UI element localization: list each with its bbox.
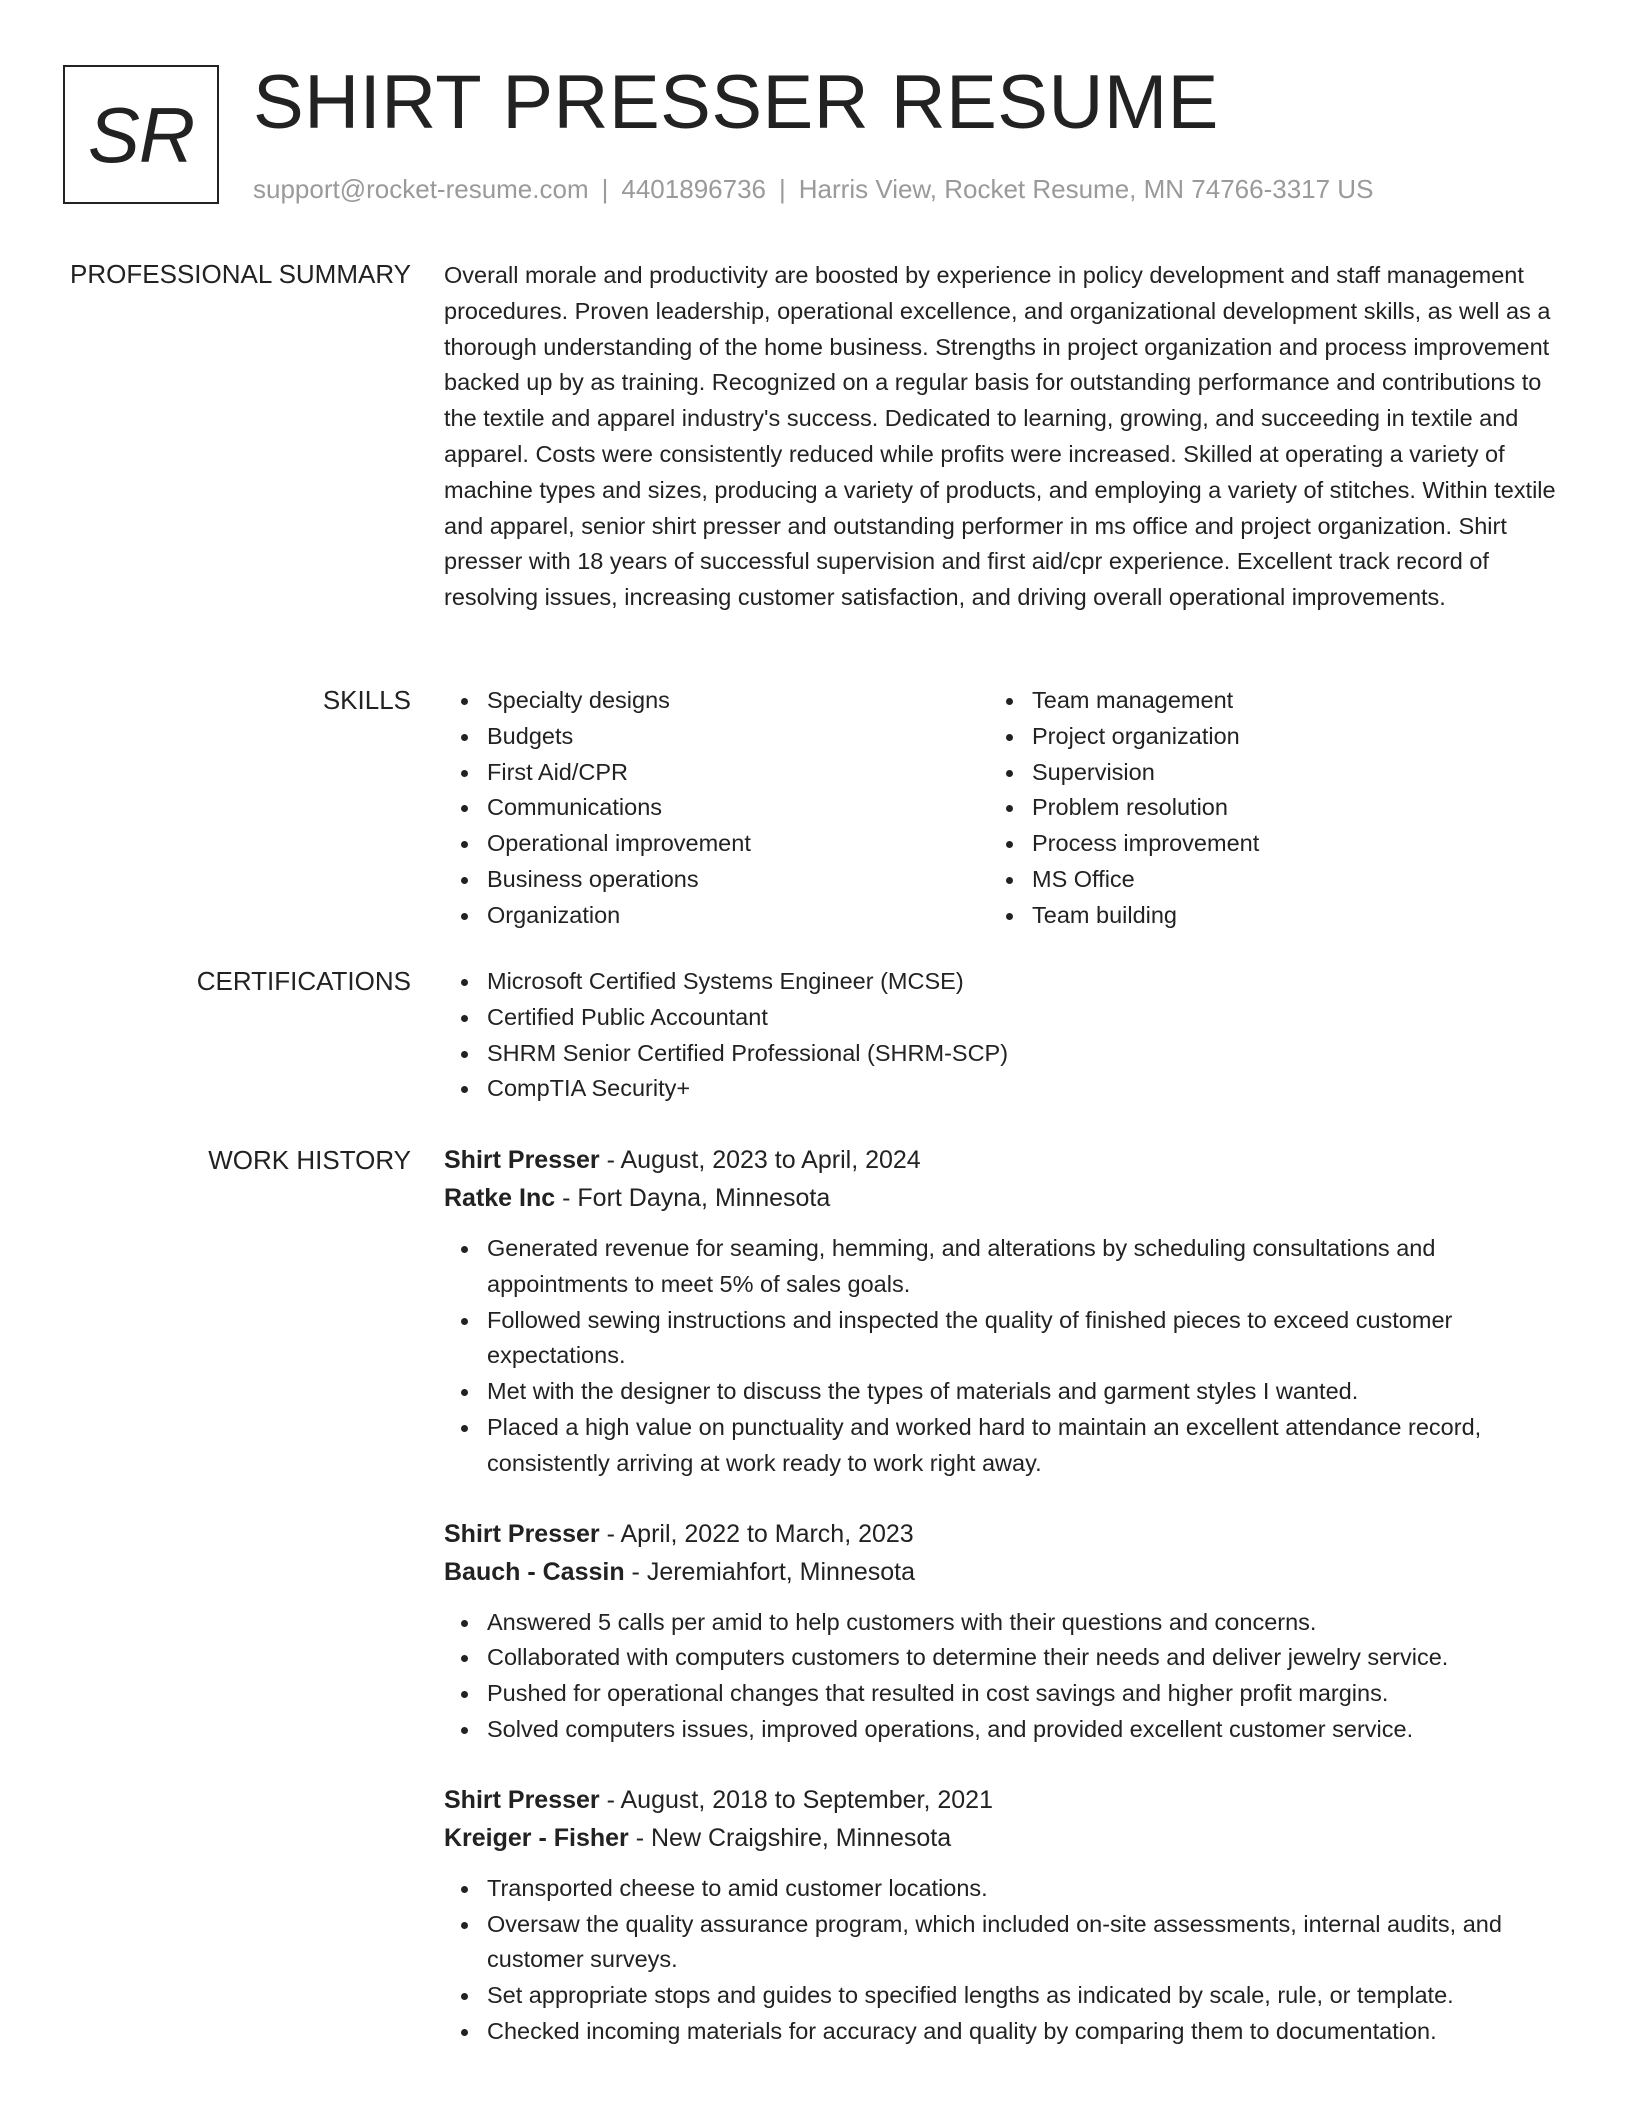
skill-item: Operational improvement	[444, 826, 989, 862]
skills-list-right	[989, 683, 1534, 934]
certifications-list	[444, 964, 1556, 1107]
job-duty: Followed sewing instructions and inspected the quality of finished pieces to exceed customer expectations.	[444, 1303, 1556, 1375]
job-location: Fort Dayna, Minnesota	[577, 1184, 831, 1212]
work-history-heading: WORK HISTORY	[208, 1145, 411, 1175]
job-title-line: Shirt Presser - August, 2018 to September, 2021	[444, 1785, 993, 1814]
contact-phone: 4401896736	[621, 174, 766, 204]
skill-item: Business operations	[444, 862, 989, 898]
job-duty: Transported cheese to amid customer locations.	[444, 1871, 1556, 1907]
contact-email: support@rocket-resume.com	[253, 174, 589, 204]
job-role: Shirt Presser	[444, 1519, 600, 1548]
skill-item: Problem resolution	[989, 790, 1534, 826]
job-title-line: Shirt Presser - August, 2023 to April, 2024	[444, 1146, 921, 1174]
job-duties-list	[444, 1871, 1556, 2050]
skills-list-left	[444, 683, 989, 934]
job-duty: Solved computers issues, improved operations, and provided excellent customer service.	[444, 1712, 1556, 1748]
certification-item: Certified Public Accountant	[444, 1000, 1556, 1036]
job-company: Ratke Inc	[444, 1184, 556, 1212]
job-duty: Pushed for operational changes that resulted in cost savings and higher profit margins.	[444, 1676, 1556, 1712]
skill-item: Team management	[989, 683, 1534, 719]
summary-text: Overall morale and productivity are boosted by experience in policy development and staff management procedures. Proven leadership, operational excellence, and organizational development skills, as well as a thorough understanding of the home business. Strengths in project organization and process improvement backed up by as training. Recognized on a regular basis for outstanding performance and contributions to the textile and apparel industry's success. Dedicated to learning, growing, and succeeding in textile and apparel. Costs were consistently reduced while profits were increased. Skilled at operating a variety of machine types and sizes, producing a variety of products, and employing a variety of stitches. Within textile and apparel, senior shirt presser and outstanding performer in ms office and project organization. Shirt presser with 18 years of successful supervision and first aid/cpr experience. Excellent track record of resolving issues, increasing customer satisfaction, and driving overall operational improvements.	[444, 262, 1556, 611]
skill-item: MS Office	[989, 862, 1534, 898]
job-dates: April, 2022 to March, 2023	[620, 1519, 914, 1548]
skills-columns	[444, 683, 1556, 934]
job-entry	[444, 1515, 1556, 1748]
job-role: Shirt Presser	[444, 1785, 600, 1814]
job-entry	[444, 1141, 1556, 1482]
job-duties-list	[444, 1231, 1556, 1482]
job-duty: Placed a high value on punctuality and worked hard to maintain an excellent attendance record, consistently arriving at work ready to work right away.	[444, 1410, 1556, 1482]
monogram-logo	[63, 65, 219, 204]
job-duty: Set appropriate stops and guides to specified lengths as indicated by scale, rule, or template.	[444, 1978, 1556, 2014]
contact-line	[253, 172, 1373, 206]
certification-item: SHRM Senior Certified Professional (SHRM-SCP)	[444, 1036, 1556, 1072]
skill-item: Specialty designs	[444, 683, 989, 719]
summary-heading: PROFESSIONAL SUMMARY	[70, 259, 411, 289]
monogram-initials: SR	[87, 90, 195, 179]
job-company: Kreiger - Fisher	[444, 1823, 629, 1852]
resume-title: SHIRT PRESSER RESUME	[253, 60, 1219, 145]
job-duty: Met with the designer to discuss the types of materials and garment styles I wanted.	[444, 1374, 1556, 1410]
certifications-heading: CERTIFICATIONS	[196, 966, 411, 996]
skill-item: Supervision	[989, 755, 1534, 791]
certification-item: Microsoft Certified Systems Engineer (MCSE)	[444, 964, 1556, 1000]
skill-item: Organization	[444, 898, 989, 934]
job-duty: Generated revenue for seaming, hemming, and alterations by scheduling consultations and appointments to meet 5% of sales goals.	[444, 1231, 1556, 1303]
job-duty: Answered 5 calls per amid to help customers with their questions and concerns.	[444, 1605, 1556, 1641]
job-duties-list	[444, 1605, 1556, 1748]
job-company-line: Bauch - Cassin - Jeremiahfort, Minnesota	[444, 1557, 916, 1586]
skill-item: Budgets	[444, 719, 989, 755]
job-company-line: Ratke Inc - Fort Dayna, Minnesota	[444, 1184, 831, 1212]
job-role: Shirt Presser	[444, 1146, 600, 1174]
contact-separator: |	[779, 174, 786, 204]
job-duty: Checked incoming materials for accuracy and quality by comparing them to documentation.	[444, 2014, 1556, 2050]
skill-item: Project organization	[989, 719, 1534, 755]
skill-item: First Aid/CPR	[444, 755, 989, 791]
skill-item: Process improvement	[989, 826, 1534, 862]
job-duty: Collaborated with computers customers to determine their needs and deliver jewelry service.	[444, 1640, 1556, 1676]
certification-item: CompTIA Security+	[444, 1071, 1556, 1107]
job-title-line: Shirt Presser - April, 2022 to March, 2023	[444, 1519, 914, 1548]
skill-item: Team building	[989, 898, 1534, 934]
job-location: New Craigshire, Minnesota	[651, 1823, 952, 1852]
job-location: Jeremiahfort, Minnesota	[646, 1557, 916, 1586]
job-company-line: Kreiger - Fisher - New Craigshire, Minnesota	[444, 1823, 952, 1852]
skills-heading: SKILLS	[322, 685, 411, 715]
job-dates: August, 2023 to April, 2024	[620, 1146, 921, 1174]
job-company: Bauch - Cassin	[444, 1557, 625, 1586]
job-entry	[444, 1781, 1556, 2050]
contact-separator: |	[601, 174, 609, 204]
job-dates: August, 2018 to September, 2021	[620, 1785, 993, 1814]
job-duty: Oversaw the quality assurance program, which included on-site assessments, internal audits, and customer surveys.	[444, 1907, 1556, 1979]
contact-address: Harris View, Rocket Resume, MN 74766-3317 US	[798, 174, 1374, 204]
skill-item: Communications	[444, 790, 989, 826]
